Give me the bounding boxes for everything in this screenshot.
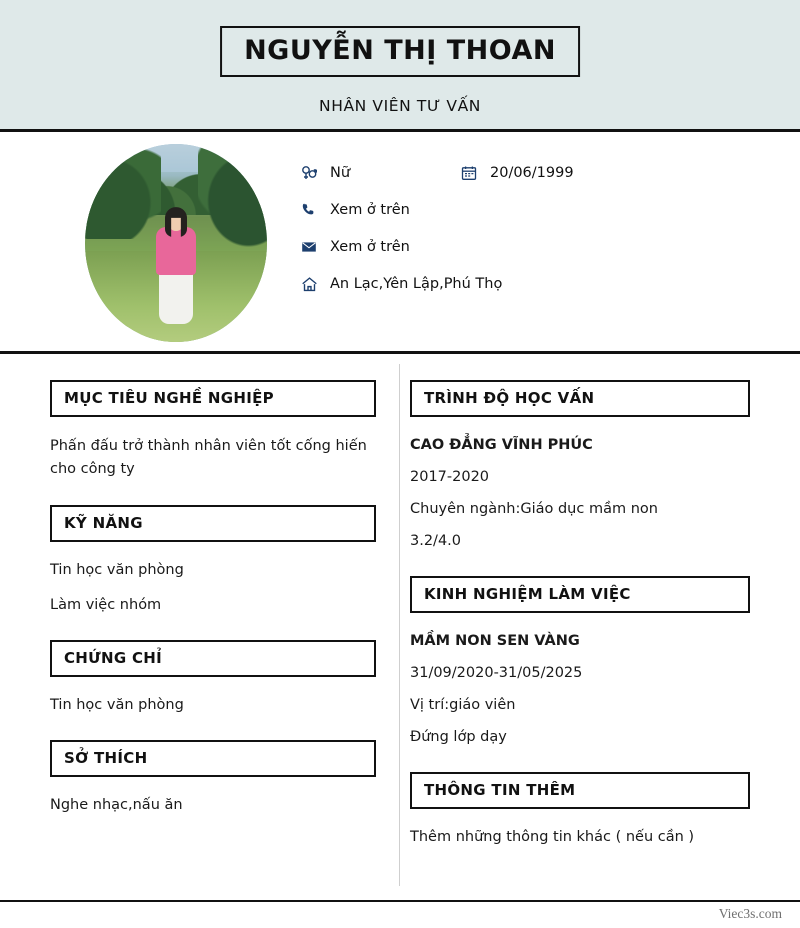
contact-item-gender — [300, 164, 460, 182]
section-certificates — [50, 640, 376, 716]
education-school: CAO ĐẲNG VĨNH PHÚC — [410, 437, 593, 453]
extra-text: Thêm những thông tin khác ( nếu cần ) — [410, 829, 695, 846]
contact-item-address — [300, 275, 502, 293]
experience-position: Vị trí:giáo viên — [410, 697, 516, 714]
photo-tree-left — [85, 148, 161, 239]
list-item: Làm việc nhóm — [50, 597, 162, 614]
contact-value-gender: Nữ — [330, 165, 351, 181]
section-education — [410, 380, 750, 552]
contact-row — [300, 238, 770, 256]
brand-watermark: Viec3s.com — [718, 906, 782, 921]
contact-info — [300, 164, 770, 312]
section-hobbies — [50, 740, 376, 816]
photo-tree-right — [198, 144, 267, 247]
contact-value-phone: Xem ở trên — [330, 202, 410, 218]
section-experience — [410, 576, 750, 748]
section-title-certificates: CHỨNG CHỈ — [50, 640, 376, 677]
left-column — [0, 354, 400, 898]
section-title-education: TRÌNH ĐỘ HỌC VẤN — [410, 380, 750, 417]
education-gpa: 3.2/4.0 — [410, 533, 462, 550]
phone-icon — [300, 201, 318, 219]
contact-item-phone — [300, 201, 460, 219]
section-title-extra: THÔNG TIN THÊM — [410, 772, 750, 809]
section-extra — [410, 772, 750, 848]
page-title: NGUYỄN THỊ THOAN — [244, 35, 556, 66]
home-icon — [300, 275, 318, 293]
contact-row — [300, 164, 770, 182]
section-skills — [50, 505, 376, 616]
section-title-skills: KỸ NĂNG — [50, 505, 376, 542]
contact-row — [300, 275, 770, 293]
portrait-photo — [85, 144, 267, 342]
resume-body — [0, 354, 800, 898]
list-item: Tin học văn phòng — [50, 697, 184, 714]
calendar-icon — [460, 164, 478, 182]
section-title-experience: KINH NGHIỆM LÀM VIỆC — [410, 576, 750, 613]
contact-item-birthdate — [460, 164, 574, 182]
contact-item-email — [300, 238, 460, 256]
experience-detail: Đứng lớp dạy — [410, 729, 507, 746]
list-item: Tin học văn phòng — [50, 562, 184, 579]
contact-row — [300, 201, 770, 219]
contact-value-email: Xem ở trên — [330, 239, 410, 255]
gender-icon — [300, 164, 318, 182]
email-icon — [300, 238, 318, 256]
education-major: Chuyên ngành:Giáo dục mầm non — [410, 501, 658, 518]
education-years: 2017-2020 — [410, 469, 490, 486]
contact-value-address: An Lạc,Yên Lập,Phú Thọ — [330, 276, 503, 292]
list-item: Nghe nhạc,nấu ăn — [50, 797, 183, 814]
right-column — [400, 354, 800, 898]
section-title-objective: MỤC TIÊU NGHỀ NGHIỆP — [50, 380, 376, 417]
objective-text: Phấn đấu trở thành nhân viên tốt cống hiến cho công ty — [50, 438, 367, 478]
section-objective — [50, 380, 376, 481]
profile-section — [0, 132, 800, 354]
section-title-hobbies: SỞ THÍCH — [50, 740, 376, 777]
resume-footer — [0, 900, 800, 928]
experience-company: MẦM NON SEN VÀNG — [410, 633, 580, 650]
job-title: NHÂN VIÊN TƯ VẤN — [319, 97, 481, 115]
contact-value-birthdate: 20/06/1999 — [490, 165, 574, 181]
resume-header — [0, 0, 800, 132]
name-box — [220, 26, 580, 77]
avatar — [85, 144, 267, 342]
experience-period: 31/09/2020-31/05/2025 — [410, 665, 583, 682]
photo-person-jacket — [156, 227, 196, 275]
